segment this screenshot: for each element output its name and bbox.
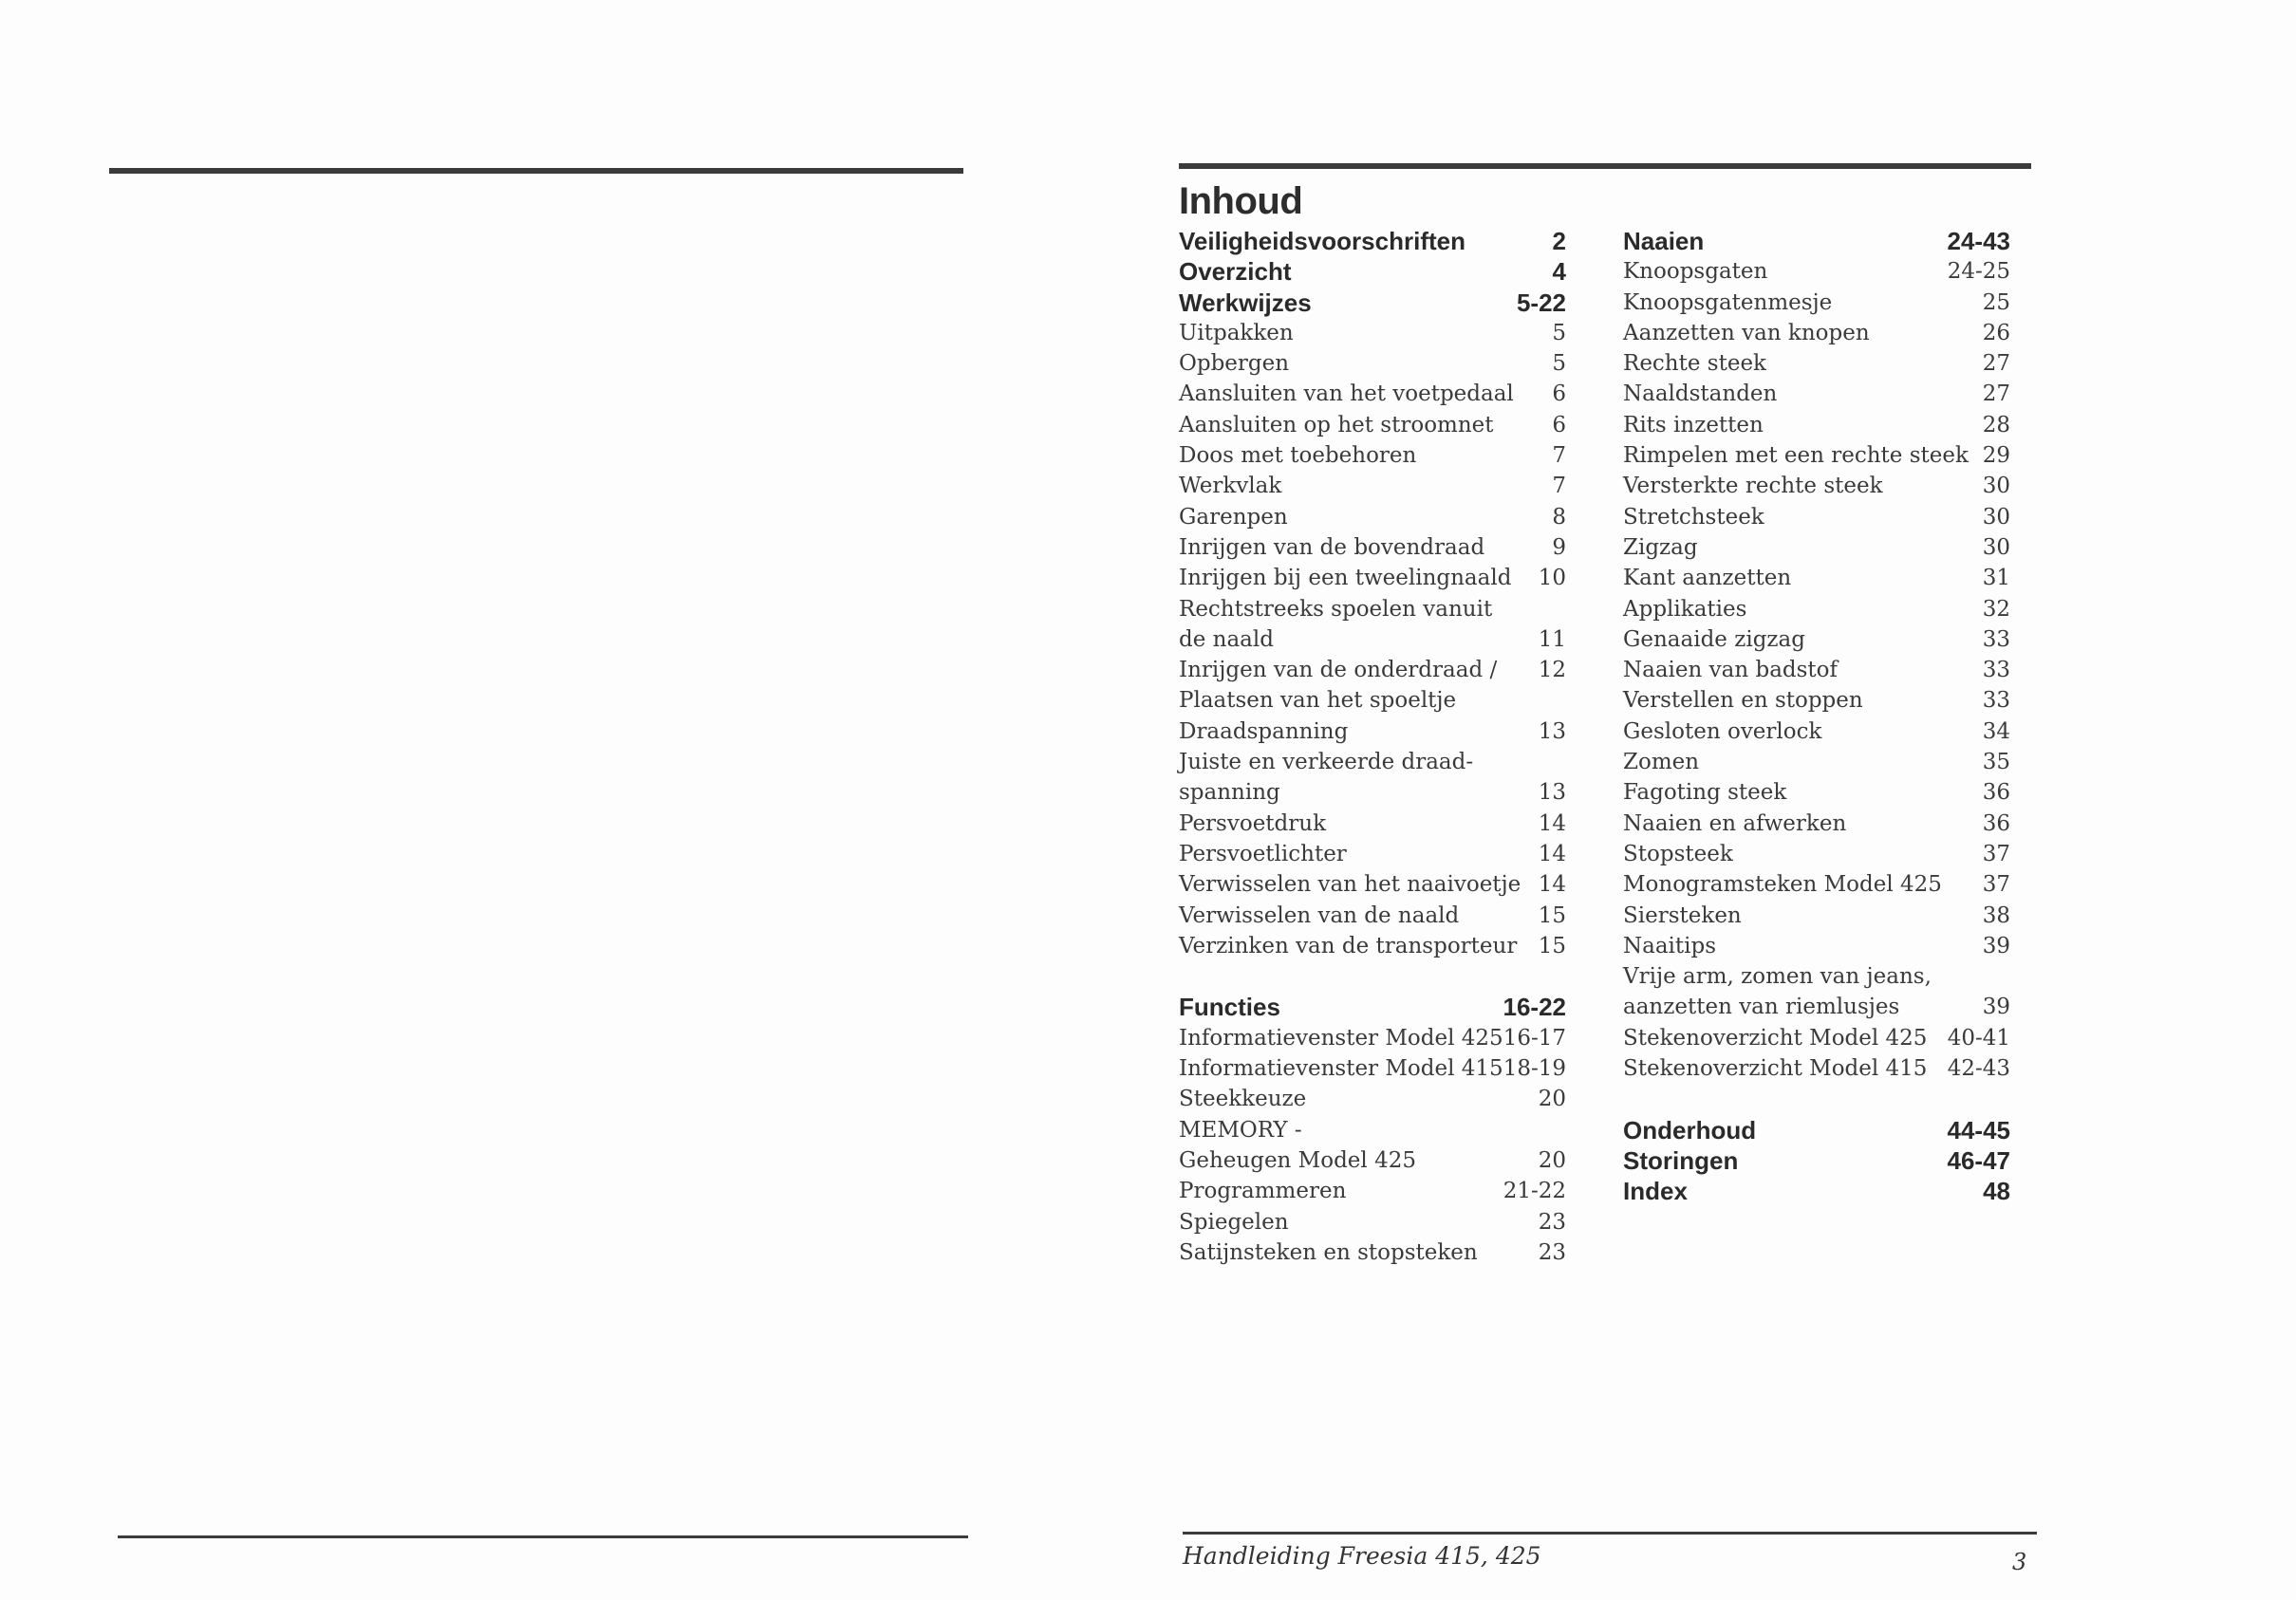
toc-entry[interactable] bbox=[1179, 532, 1566, 563]
toc-entry-label: Applikaties bbox=[1623, 596, 1747, 622]
toc-entry-label: Rimpelen met een rechte steek bbox=[1623, 443, 1969, 469]
toc-entry-page: 36 bbox=[1982, 810, 2010, 836]
toc-entry-page: 20 bbox=[1538, 1087, 1566, 1112]
toc-entry-page: 12 bbox=[1538, 658, 1566, 683]
toc-entry[interactable] bbox=[1623, 288, 2010, 318]
toc-entry-label: Monogramsteken Model 425 bbox=[1623, 872, 1942, 898]
toc-entry-label: Satijnsteken en stopsteken bbox=[1179, 1239, 1478, 1265]
toc-entry-label: Verzinken van de transporteur bbox=[1179, 933, 1518, 958]
toc-entry-page: 21-22 bbox=[1503, 1179, 1566, 1204]
toc-entry-label: Naaien van badstof bbox=[1623, 658, 1839, 683]
toc-entry-page: 5 bbox=[1552, 320, 1566, 345]
toc-entry-label: Garenpen bbox=[1179, 504, 1288, 530]
toc-entry[interactable] bbox=[1623, 992, 2010, 1022]
toc-entry-page: 14 bbox=[1538, 841, 1566, 866]
toc-entry-page: 7 bbox=[1552, 474, 1566, 499]
toc-entry-label: Stekenoverzicht Model 415 bbox=[1623, 1056, 1928, 1082]
toc-entry[interactable] bbox=[1179, 1207, 1566, 1237]
toc-entry-label: Naaldstanden bbox=[1623, 381, 1778, 407]
toc-entry-label: Inrijgen van de onderdraad / bbox=[1179, 658, 1498, 683]
toc-entry-label: Functies bbox=[1179, 993, 1280, 1022]
toc-entry[interactable] bbox=[1179, 348, 1566, 379]
toc-entry-label: Knoopsgaten bbox=[1623, 259, 1768, 285]
toc-entry[interactable] bbox=[1179, 931, 1566, 961]
toc-entry-label: Genaaide zigzag bbox=[1623, 626, 1805, 652]
toc-entry-page: 9 bbox=[1552, 534, 1566, 560]
toc-entry-label: Rechte steek bbox=[1623, 351, 1766, 377]
toc-entry-page: 4 bbox=[1552, 257, 1566, 287]
toc-entry-page: 23 bbox=[1538, 1209, 1566, 1235]
toc-entry-label: Juiste en verkeerde draad- bbox=[1179, 750, 1474, 775]
footer-manual-title: Handleiding Freesia 415, 425 bbox=[1183, 1542, 1541, 1570]
toc-entry[interactable] bbox=[1179, 379, 1566, 409]
toc-entry[interactable] bbox=[1623, 256, 2010, 287]
toc-entry-page: 11 bbox=[1538, 626, 1566, 652]
toc-section-heading[interactable] bbox=[1623, 226, 2010, 256]
toc-entry-label: Steekkeuze bbox=[1179, 1087, 1307, 1112]
toc-entry[interactable] bbox=[1623, 1053, 2010, 1084]
toc-entry-label: Werkvlak bbox=[1179, 474, 1282, 499]
toc-entry-page: 29 bbox=[1982, 443, 2010, 469]
toc-entry-label: Aanzetten van knopen bbox=[1623, 320, 1870, 345]
toc-entry-label: Naaien en afwerken bbox=[1623, 810, 1847, 836]
toc-entry-label: Plaatsen van het spoeltje bbox=[1179, 688, 1457, 714]
page-title: Inhoud bbox=[1179, 180, 1303, 222]
toc-entry-label: Werkwijzes bbox=[1179, 288, 1312, 317]
toc-entry[interactable] bbox=[1179, 1115, 1566, 1145]
toc-entry[interactable] bbox=[1179, 594, 1566, 624]
toc-entry-page: 8 bbox=[1552, 504, 1566, 530]
toc-entry-page: 18-19 bbox=[1503, 1056, 1566, 1082]
toc-entry[interactable] bbox=[1179, 655, 1566, 685]
toc-spacer bbox=[1179, 961, 1566, 992]
toc-entry[interactable] bbox=[1179, 1023, 1566, 1053]
toc-entry-page: 30 bbox=[1982, 504, 2010, 530]
toc-entry-label: Verwisselen van het naaivoetje bbox=[1179, 872, 1521, 898]
toc-entry[interactable] bbox=[1623, 839, 2010, 869]
toc-entry-page: 24-43 bbox=[1947, 227, 2010, 255]
toc-entry-page: 23 bbox=[1538, 1239, 1566, 1265]
toc-section-heading[interactable] bbox=[1179, 992, 1566, 1022]
toc-entry-page: 30 bbox=[1982, 534, 2010, 560]
toc-entry[interactable] bbox=[1623, 1023, 2010, 1053]
toc-entry-page: 27 bbox=[1982, 351, 2010, 377]
toc-entry[interactable] bbox=[1179, 747, 1566, 777]
toc-entry[interactable] bbox=[1179, 318, 1566, 348]
toc-entry-page: 30 bbox=[1982, 474, 2010, 499]
toc-entry-page: 14 bbox=[1538, 810, 1566, 836]
toc-entry[interactable] bbox=[1179, 869, 1566, 900]
toc-entry-page: 37 bbox=[1982, 841, 2010, 866]
toc-entry-page: 36 bbox=[1982, 780, 2010, 806]
toc-entry-page: 38 bbox=[1982, 902, 2010, 928]
toc-entry-label: Rits inzetten bbox=[1623, 412, 1764, 437]
toc-entry-page: 15 bbox=[1538, 933, 1566, 958]
toc-entry-page: 32 bbox=[1982, 596, 2010, 622]
toc-entry[interactable] bbox=[1623, 624, 2010, 655]
toc-entry[interactable] bbox=[1179, 777, 1566, 808]
toc-entry-page: 20 bbox=[1538, 1147, 1566, 1173]
toc-entry[interactable] bbox=[1623, 869, 2010, 900]
toc-entry-label: Veiligheidsvoorschriften bbox=[1179, 227, 1465, 255]
toc-entry-page: 16-17 bbox=[1503, 1025, 1566, 1051]
toc-entry[interactable] bbox=[1179, 1176, 1566, 1206]
toc-entry[interactable] bbox=[1179, 471, 1566, 501]
toc-entry-label: Rechtstreeks spoelen vanuit bbox=[1179, 596, 1493, 622]
toc-entry[interactable] bbox=[1623, 901, 2010, 931]
toc-section-heading[interactable] bbox=[1623, 1145, 2010, 1176]
toc-entry-label: Onderhoud bbox=[1623, 1115, 1757, 1144]
toc-entry-label: Stretchsteek bbox=[1623, 504, 1764, 530]
toc-entry-label: spanning bbox=[1179, 780, 1280, 806]
toc-spacer bbox=[1623, 1084, 2010, 1114]
toc-entry[interactable] bbox=[1623, 440, 2010, 471]
toc-entry[interactable] bbox=[1623, 563, 2010, 593]
toc-entry[interactable] bbox=[1179, 901, 1566, 931]
toc-entry[interactable] bbox=[1179, 839, 1566, 869]
toc-entry-label: Vrije arm, zomen van jeans, bbox=[1623, 964, 1932, 990]
toc-entry[interactable] bbox=[1179, 624, 1566, 655]
toc-entry-page: 6 bbox=[1552, 381, 1566, 407]
toc-entry[interactable] bbox=[1623, 594, 2010, 624]
toc-entry[interactable] bbox=[1179, 1145, 1566, 1176]
toc-entry-page: 13 bbox=[1538, 780, 1566, 806]
toc-entry-page: 7 bbox=[1552, 443, 1566, 469]
right-page-bottom-rule bbox=[1183, 1532, 2037, 1535]
left-page-top-rule bbox=[109, 168, 963, 174]
toc-entry-label: Gesloten overlock bbox=[1623, 718, 1822, 744]
toc-column-left bbox=[1179, 226, 1566, 1268]
toc-entry-label: Draadspanning bbox=[1179, 718, 1349, 744]
toc-entry-label: Persvoetdruk bbox=[1179, 810, 1327, 836]
toc-entry-page: 14 bbox=[1538, 872, 1566, 898]
toc-column-right bbox=[1623, 226, 2010, 1207]
footer-page-number: 3 bbox=[2012, 1549, 2027, 1575]
toc-entry-label: Inrijgen van de bovendraad bbox=[1179, 534, 1485, 560]
toc-entry-page: 31 bbox=[1982, 566, 2010, 591]
toc-entry[interactable] bbox=[1623, 809, 2010, 839]
toc-entry-label: Index bbox=[1623, 1177, 1688, 1206]
toc-entry-page: 35 bbox=[1982, 750, 2010, 775]
toc-entry-label: Geheugen Model 425 bbox=[1179, 1147, 1416, 1173]
toc-entry[interactable] bbox=[1623, 471, 2010, 501]
toc-entry-label: Stopsteek bbox=[1623, 841, 1733, 866]
toc-entry-label: Persvoetlichter bbox=[1179, 841, 1347, 866]
toc-entry-label: Informatievenster Model 425 bbox=[1179, 1025, 1503, 1051]
toc-entry[interactable] bbox=[1623, 410, 2010, 440]
toc-entry[interactable] bbox=[1179, 502, 1566, 532]
toc-entry-label: Versterkte rechte steek bbox=[1623, 474, 1883, 499]
toc-entry[interactable] bbox=[1623, 318, 2010, 348]
toc-entry-page: 24-25 bbox=[1947, 259, 2010, 285]
toc-entry-label: Kant aanzetten bbox=[1623, 566, 1792, 591]
toc-entry-page: 42-43 bbox=[1947, 1056, 2010, 1082]
toc-entry[interactable] bbox=[1623, 747, 2010, 777]
toc-section-heading[interactable] bbox=[1623, 1176, 2010, 1206]
toc-section-heading[interactable] bbox=[1179, 288, 1566, 318]
toc-entry-page: 33 bbox=[1982, 626, 2010, 652]
toc-entry-page: 27 bbox=[1982, 381, 2010, 407]
toc-entry-page: 28 bbox=[1982, 412, 2010, 437]
toc-entry-page: 48 bbox=[1983, 1177, 2010, 1206]
toc-entry-label: Knoopsgatenmesje bbox=[1623, 289, 1833, 315]
left-page-bottom-rule bbox=[118, 1535, 968, 1538]
toc-section-heading[interactable] bbox=[1179, 256, 1566, 287]
toc-entry-page: 37 bbox=[1982, 872, 2010, 898]
toc-entry-label: Verwisselen van de naald bbox=[1179, 902, 1460, 928]
toc-section-heading[interactable] bbox=[1623, 1115, 2010, 1145]
toc-entry-page: 2 bbox=[1552, 227, 1566, 255]
toc-entry-label: MEMORY - bbox=[1179, 1117, 1302, 1143]
toc-entry-label: Fagoting steek bbox=[1623, 780, 1787, 806]
toc-entry-label: aanzetten van riemlusjes bbox=[1623, 995, 1900, 1020]
toc-entry[interactable] bbox=[1623, 716, 2010, 747]
toc-entry-label: Informatievenster Model 415 bbox=[1179, 1056, 1503, 1082]
toc-entry[interactable] bbox=[1623, 502, 2010, 532]
toc-entry-page: 10 bbox=[1538, 566, 1566, 591]
toc-entry-label: Opbergen bbox=[1179, 351, 1290, 377]
toc-entry[interactable] bbox=[1623, 685, 2010, 716]
toc-entry[interactable] bbox=[1179, 440, 1566, 471]
toc-entry[interactable] bbox=[1623, 961, 2010, 992]
toc-entry-label: Siersteken bbox=[1623, 902, 1742, 928]
toc-entry-page: 39 bbox=[1982, 933, 2010, 958]
toc-entry-label: Zigzag bbox=[1623, 534, 1698, 560]
toc-entry[interactable] bbox=[1179, 1237, 1566, 1268]
toc-entry-label: Uitpakken bbox=[1179, 320, 1294, 345]
toc-entry-label: Programmeren bbox=[1179, 1179, 1347, 1204]
toc-section-heading[interactable] bbox=[1179, 226, 1566, 256]
toc-entry-page: 33 bbox=[1982, 658, 2010, 683]
toc-entry-page: 6 bbox=[1552, 412, 1566, 437]
toc-entry[interactable] bbox=[1623, 655, 2010, 685]
toc-entry-page: 5-22 bbox=[1516, 288, 1566, 317]
toc-entry-label: Spiegelen bbox=[1179, 1209, 1289, 1235]
toc-entry[interactable] bbox=[1623, 348, 2010, 379]
toc-entry[interactable] bbox=[1179, 563, 1566, 593]
toc-entry-page: 46-47 bbox=[1947, 1145, 2010, 1175]
toc-entry-label: de naald bbox=[1179, 626, 1274, 652]
toc-entry-page: 39 bbox=[1982, 995, 2010, 1020]
toc-entry[interactable] bbox=[1179, 809, 1566, 839]
toc-entry-page: 15 bbox=[1538, 902, 1566, 928]
toc-entry-label: Stekenoverzicht Model 425 bbox=[1623, 1025, 1928, 1051]
toc-entry-page: 26 bbox=[1982, 320, 2010, 345]
toc-entry-label: Verstellen en stoppen bbox=[1623, 688, 1863, 714]
toc-entry[interactable] bbox=[1623, 931, 2010, 961]
toc-entry-label: Naaien bbox=[1623, 227, 1705, 255]
toc-entry[interactable] bbox=[1179, 685, 1566, 716]
toc-entry-label: Aansluiten op het stroomnet bbox=[1179, 412, 1494, 437]
toc-entry-label: Zomen bbox=[1623, 750, 1700, 775]
toc-entry-page: 44-45 bbox=[1947, 1115, 2010, 1144]
right-page-top-rule bbox=[1179, 163, 2031, 169]
toc-entry-page: 40-41 bbox=[1947, 1025, 2010, 1051]
toc-entry-label: Overzicht bbox=[1179, 257, 1292, 287]
toc-entry[interactable] bbox=[1623, 532, 2010, 563]
toc-entry-label: Aansluiten van het voetpedaal bbox=[1179, 381, 1514, 407]
toc-entry[interactable] bbox=[1623, 379, 2010, 409]
toc-entry-label: Inrijgen bij een tweelingnaald bbox=[1179, 566, 1512, 591]
toc-entry[interactable] bbox=[1179, 1053, 1566, 1084]
toc-entry[interactable] bbox=[1179, 1084, 1566, 1114]
toc-entry-page: 13 bbox=[1538, 718, 1566, 744]
toc-entry-page: 34 bbox=[1982, 718, 2010, 744]
toc-entry-label: Doos met toebehoren bbox=[1179, 443, 1417, 469]
toc-entry[interactable] bbox=[1179, 716, 1566, 747]
toc-entry-label: Storingen bbox=[1623, 1145, 1739, 1175]
toc-entry-page: 5 bbox=[1552, 351, 1566, 377]
toc-entry[interactable] bbox=[1623, 777, 2010, 808]
toc-entry-page: 16-22 bbox=[1503, 993, 1566, 1022]
toc-entry-page: 25 bbox=[1982, 289, 2010, 315]
toc-entry-page: 33 bbox=[1982, 688, 2010, 714]
toc-entry-label: Naaitips bbox=[1623, 933, 1717, 958]
toc-entry[interactable] bbox=[1179, 410, 1566, 440]
